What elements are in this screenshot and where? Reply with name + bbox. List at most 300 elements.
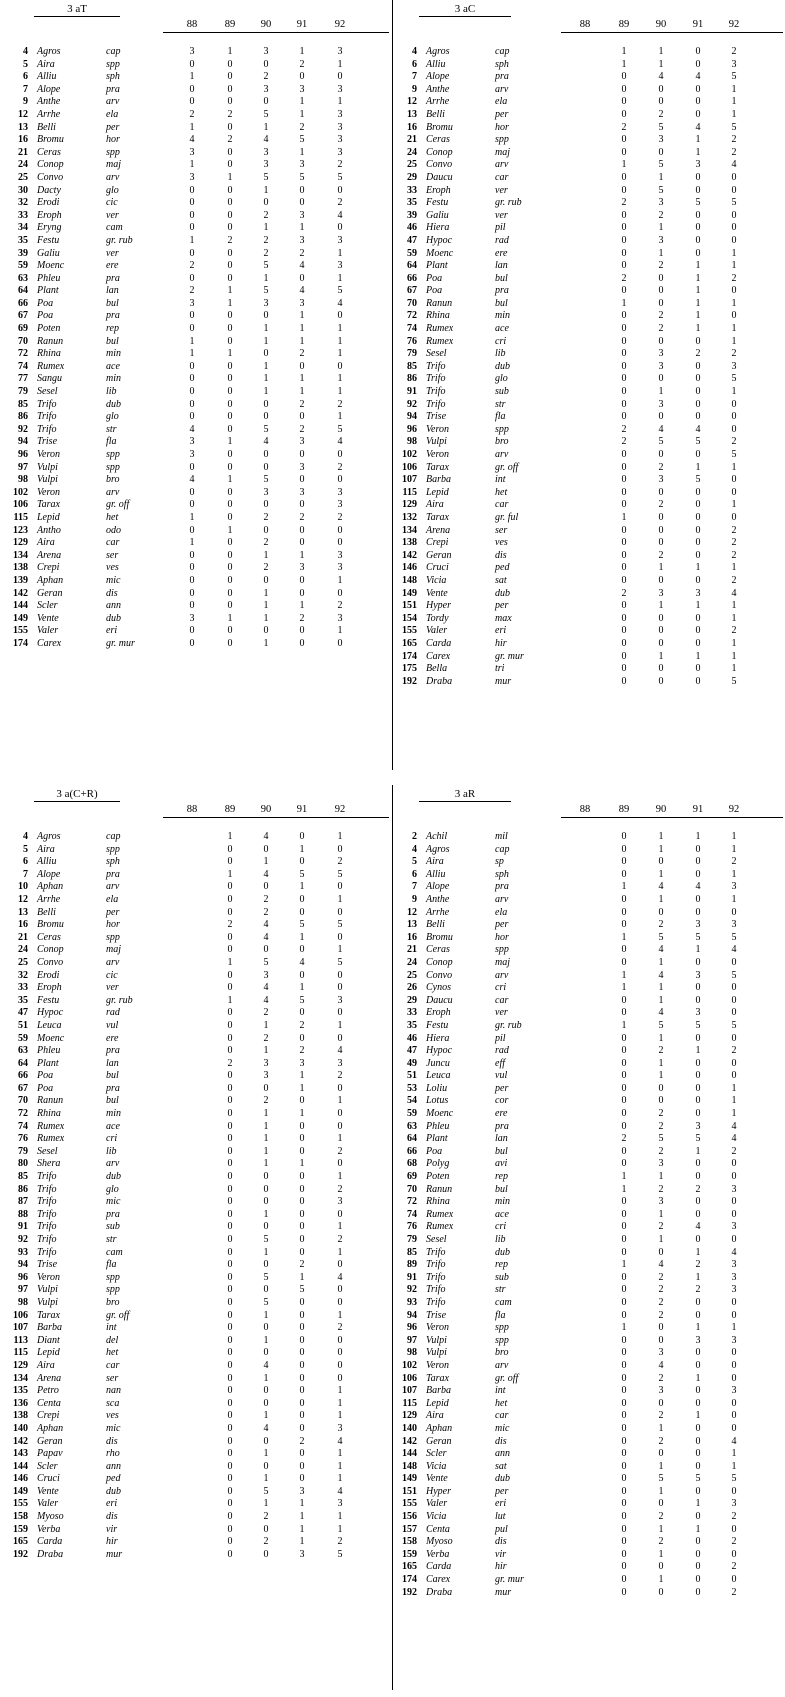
value-cell: 0 — [621, 1032, 627, 1044]
table-row — [0, 869, 392, 882]
genus: Lepid — [37, 1347, 60, 1359]
value-cell: 0 — [731, 1523, 737, 1535]
genus: Poa — [426, 272, 443, 284]
species: sat — [495, 1460, 507, 1472]
value-cell: 3 — [731, 1498, 737, 1510]
value-cell: 1 — [695, 323, 701, 335]
value-cell: 1 — [263, 184, 269, 196]
species: car — [106, 1359, 120, 1371]
table-row — [0, 260, 392, 273]
species-number: 67 — [18, 1082, 28, 1094]
species: sub — [106, 1221, 120, 1233]
species-number: 192 — [402, 675, 417, 687]
species-number: 86 — [18, 411, 28, 423]
value-cell: 0 — [731, 411, 737, 423]
value-cell: 2 — [731, 1586, 737, 1598]
value-cell: 1 — [695, 1322, 701, 1334]
value-cell: 1 — [263, 1120, 269, 1132]
genus: Trifo — [426, 1284, 446, 1296]
value-cell: 0 — [263, 1523, 269, 1535]
value-cell: 1 — [695, 1410, 701, 1422]
species-number: 91 — [407, 1271, 417, 1283]
species: spp — [106, 1284, 120, 1296]
value-cell: 0 — [695, 1460, 701, 1472]
table-row — [0, 856, 392, 869]
genus: Shera — [37, 1158, 61, 1170]
table-row — [0, 285, 392, 298]
value-cell: 1 — [658, 982, 664, 994]
species: ver — [106, 209, 119, 221]
year-header — [561, 18, 783, 33]
value-cell: 0 — [227, 511, 233, 523]
value-cell: 3 — [299, 1548, 305, 1560]
genus: Centa — [37, 1397, 61, 1409]
species-number: 86 — [18, 1183, 28, 1195]
genus: Draba — [426, 1586, 453, 1598]
species-number: 115 — [402, 486, 417, 498]
species-number: 5 — [23, 843, 28, 855]
genus: Agros — [426, 46, 450, 57]
table-row — [393, 1549, 785, 1562]
value-cell: 0 — [263, 1183, 269, 1195]
species-number: 66 — [407, 272, 417, 284]
value-cell: 0 — [299, 1221, 305, 1233]
value-cell: 1 — [695, 297, 701, 309]
species: lib — [495, 1234, 506, 1245]
value-cell: 4 — [263, 1422, 269, 1434]
value-cell: 1 — [731, 335, 737, 347]
species-number: 32 — [18, 197, 28, 209]
species-number: 157 — [402, 1523, 417, 1535]
table-row — [0, 1398, 392, 1411]
year-label: 88 — [579, 804, 591, 815]
value-cell: 0 — [227, 423, 233, 435]
species-number: 94 — [407, 1309, 417, 1321]
value-cell: 1 — [658, 1460, 664, 1472]
genus: Draba — [426, 675, 453, 687]
species: cri — [495, 982, 507, 994]
genus: Geran — [37, 1435, 63, 1447]
value-cell: 4 — [263, 994, 269, 1006]
value-cell: 0 — [337, 1007, 343, 1019]
species-number: 96 — [407, 423, 417, 435]
value-cell: 0 — [621, 323, 627, 335]
table-row — [0, 525, 392, 538]
genus: Vulpi — [426, 1347, 447, 1359]
value-cell: 0 — [731, 1070, 737, 1082]
value-cell: 2 — [658, 108, 664, 120]
species: fla — [495, 411, 506, 423]
value-cell: 0 — [658, 511, 664, 523]
value-cell: 5 — [263, 260, 269, 272]
species-number: 146 — [13, 1473, 28, 1485]
species-number: 102 — [13, 486, 28, 498]
value-cell: 3 — [658, 134, 664, 146]
species: ver — [495, 184, 508, 196]
genus: Trifo — [37, 398, 57, 410]
value-cell: 0 — [621, 1397, 627, 1409]
value-cell: 1 — [731, 1108, 737, 1120]
species: bul — [495, 1183, 508, 1195]
value-cell: 0 — [621, 398, 627, 410]
value-cell: 0 — [299, 537, 305, 549]
genus: Phleu — [37, 1045, 61, 1057]
value-cell: 1 — [337, 1410, 343, 1422]
species-number: 4 — [412, 843, 417, 855]
value-cell: 3 — [337, 499, 343, 511]
species-number: 148 — [402, 1460, 417, 1472]
value-cell: 0 — [658, 297, 664, 309]
species-number: 16 — [18, 134, 28, 146]
table-row — [393, 348, 785, 361]
value-cell: 0 — [621, 562, 627, 574]
value-cell: 2 — [299, 398, 305, 410]
value-cell: 1 — [299, 1523, 305, 1535]
value-cell: 0 — [621, 449, 627, 460]
value-cell: 0 — [227, 537, 233, 549]
value-cell: 4 — [263, 919, 269, 931]
value-cell: 1 — [695, 600, 701, 612]
value-cell: 1 — [189, 234, 195, 246]
genus: Scler — [37, 600, 58, 612]
value-cell: 0 — [621, 171, 627, 183]
table-row — [0, 550, 392, 563]
table-row — [393, 1033, 785, 1046]
species: lib — [106, 1145, 117, 1157]
species-number: 59 — [407, 247, 417, 259]
value-cell: 0 — [299, 71, 305, 83]
genus: Petro — [37, 1385, 59, 1397]
species: bro — [106, 1296, 120, 1308]
value-cell: 0 — [189, 222, 195, 234]
value-cell: 0 — [227, 1145, 233, 1157]
species: ser — [106, 1372, 119, 1384]
table-row — [393, 1385, 785, 1398]
value-cell: 0 — [621, 1284, 627, 1296]
species: min — [106, 373, 121, 385]
species: pra — [106, 1082, 120, 1094]
genus: Veron — [426, 423, 449, 435]
value-cell: 0 — [299, 197, 305, 209]
genus: Hyper — [426, 1485, 451, 1497]
species-number: 64 — [407, 260, 417, 272]
value-cell: 1 — [263, 1133, 269, 1145]
value-cell: 3 — [695, 587, 701, 599]
species-number: 129 — [13, 1359, 28, 1371]
species: pra — [495, 285, 509, 297]
table-row — [393, 844, 785, 857]
genus: Veron — [426, 1359, 449, 1371]
value-cell: 0 — [227, 335, 233, 347]
genus: Plant — [37, 1057, 59, 1069]
genus: Convo — [37, 171, 64, 183]
species: cri — [106, 1133, 118, 1145]
value-cell: 5 — [695, 436, 701, 448]
value-cell: 2 — [263, 1536, 269, 1548]
value-cell: 0 — [263, 1385, 269, 1397]
value-cell: 0 — [263, 310, 269, 322]
table-row — [0, 1284, 392, 1297]
value-cell: 4 — [695, 1221, 701, 1233]
value-cell: 3 — [731, 360, 737, 372]
value-cell: 2 — [337, 1322, 343, 1334]
value-cell: 4 — [695, 881, 701, 893]
value-cell: 1 — [189, 348, 195, 360]
value-cell: 1 — [731, 96, 737, 108]
species: mic — [106, 1422, 121, 1434]
species: gr. mur — [495, 650, 524, 662]
genus: Moenc — [426, 1108, 454, 1120]
value-cell: 2 — [263, 1007, 269, 1019]
value-cell: 1 — [263, 600, 269, 612]
species-number: 158 — [13, 1511, 28, 1523]
value-cell: 0 — [227, 1359, 233, 1371]
value-cell: 1 — [658, 1171, 664, 1183]
table-row — [393, 235, 785, 248]
value-cell: 0 — [189, 373, 195, 385]
value-cell: 0 — [621, 831, 627, 842]
genus: Loliu — [426, 1082, 448, 1094]
species-number: 155 — [402, 1498, 417, 1510]
species-number: 142 — [402, 1435, 417, 1447]
value-cell: 0 — [263, 1196, 269, 1208]
table-row — [0, 844, 392, 857]
value-cell: 0 — [695, 549, 701, 561]
value-cell: 1 — [299, 386, 305, 398]
species-number: 39 — [407, 209, 417, 221]
year-label: 92 — [728, 804, 740, 815]
value-cell: 0 — [299, 449, 305, 460]
value-cell: 1 — [731, 893, 737, 905]
genus: Conop — [37, 159, 64, 171]
table-row — [393, 411, 785, 424]
genus: Sesel — [426, 1234, 447, 1245]
value-cell: 0 — [227, 549, 233, 561]
genus: Aira — [37, 1359, 55, 1371]
value-cell: 2 — [189, 260, 195, 272]
value-cell: 3 — [695, 919, 701, 931]
genus: Poa — [37, 1070, 54, 1082]
value-cell: 0 — [621, 1511, 627, 1523]
value-cell: 0 — [621, 1296, 627, 1308]
value-cell: 0 — [621, 524, 627, 536]
species-number: 156 — [402, 1511, 417, 1523]
value-cell: 0 — [299, 1359, 305, 1371]
value-cell: 4 — [731, 1133, 737, 1145]
value-cell: 3 — [658, 1158, 664, 1170]
species: ela — [106, 893, 119, 905]
species-number: 7 — [23, 868, 28, 880]
genus: Eroph — [37, 982, 62, 994]
species-number: 63 — [407, 1120, 417, 1132]
species-number: 123 — [13, 524, 28, 536]
species: bul — [495, 297, 508, 309]
species: gr. rub — [106, 994, 133, 1006]
species-number: 70 — [407, 1183, 417, 1195]
genus: Moenc — [426, 247, 454, 259]
genus: Myoso — [426, 1536, 453, 1548]
species-number: 143 — [13, 1448, 28, 1460]
table-row — [0, 411, 392, 424]
value-cell: 0 — [189, 461, 195, 473]
species-number: 80 — [18, 1158, 28, 1170]
value-cell: 0 — [227, 637, 233, 649]
value-cell: 1 — [731, 663, 737, 675]
species-number: 96 — [407, 1322, 417, 1334]
value-cell: 0 — [337, 1158, 343, 1170]
species-number: 66 — [407, 1145, 417, 1157]
value-cell: 4 — [299, 285, 305, 297]
value-cell: 0 — [337, 537, 343, 549]
species-number: 85 — [407, 360, 417, 372]
value-cell: 4 — [731, 1120, 737, 1132]
value-cell: 3 — [337, 1196, 343, 1208]
species: arv — [495, 449, 509, 460]
table-row — [393, 1221, 785, 1234]
species: per — [106, 906, 120, 918]
value-cell: 3 — [263, 159, 269, 171]
value-cell: 1 — [695, 831, 701, 842]
genus: Ceras — [426, 134, 450, 146]
value-cell: 1 — [299, 881, 305, 893]
table-row — [393, 1335, 785, 1348]
value-cell: 3 — [263, 969, 269, 981]
species-number: 93 — [407, 1296, 417, 1308]
value-cell: 1 — [658, 222, 664, 234]
species-number: 33 — [18, 982, 28, 994]
value-cell: 0 — [299, 1385, 305, 1397]
table-row — [393, 512, 785, 525]
value-cell: 0 — [337, 184, 343, 196]
species: mur — [495, 675, 512, 687]
table-title: 3 aR — [419, 787, 511, 802]
genus: Leuca — [426, 1070, 451, 1082]
value-cell: 0 — [658, 906, 664, 918]
species: int — [495, 474, 506, 486]
value-cell: 0 — [227, 1007, 233, 1019]
species: ela — [106, 108, 119, 120]
value-cell: 1 — [337, 1221, 343, 1233]
species: hor — [495, 121, 509, 133]
genus: Arrhe — [426, 906, 450, 918]
value-cell: 0 — [621, 247, 627, 259]
value-cell: 0 — [227, 1435, 233, 1447]
value-cell: 0 — [621, 260, 627, 272]
value-cell: 0 — [227, 1171, 233, 1183]
value-cell: 1 — [263, 373, 269, 385]
value-cell: 1 — [263, 1498, 269, 1510]
genus: Trifo — [426, 1271, 446, 1283]
species: fla — [106, 1259, 117, 1271]
genus: Barba — [37, 1322, 62, 1334]
year-label: 91 — [692, 19, 704, 30]
table-row — [0, 1498, 392, 1511]
value-cell: 2 — [658, 1536, 664, 1548]
column-divider-bottom — [392, 785, 393, 1690]
value-cell: 2 — [227, 134, 233, 146]
value-cell: 2 — [337, 1234, 343, 1245]
value-cell: 1 — [299, 600, 305, 612]
value-cell: 2 — [658, 1284, 664, 1296]
value-cell: 0 — [621, 956, 627, 968]
value-cell: 0 — [731, 184, 737, 196]
value-cell: 1 — [337, 247, 343, 259]
value-cell: 0 — [621, 1372, 627, 1384]
genus: Rumex — [37, 1120, 65, 1132]
value-cell: 0 — [621, 83, 627, 95]
table-row — [0, 1410, 392, 1423]
value-cell: 0 — [299, 625, 305, 637]
value-cell: 1 — [337, 831, 343, 842]
genus: Veron — [426, 1322, 449, 1334]
value-cell: 0 — [621, 1221, 627, 1233]
genus: Arrhe — [37, 108, 61, 120]
species: cap — [495, 46, 510, 57]
species-number: 70 — [407, 297, 417, 309]
value-cell: 1 — [263, 272, 269, 284]
species-number: 175 — [402, 663, 417, 675]
species-number: 94 — [407, 411, 417, 423]
value-cell: 3 — [189, 146, 195, 158]
species-number: 129 — [402, 499, 417, 511]
value-cell: 0 — [731, 486, 737, 498]
value-cell: 5 — [731, 121, 737, 133]
value-cell: 0 — [621, 96, 627, 108]
year-label: 89 — [618, 19, 630, 30]
species-number: 68 — [407, 1158, 417, 1170]
genus: Trifo — [426, 360, 446, 372]
table-row — [393, 1045, 785, 1058]
value-cell: 2 — [337, 159, 343, 171]
value-cell: 1 — [731, 868, 737, 880]
value-cell: 2 — [299, 612, 305, 624]
genus: Carex — [426, 1574, 451, 1586]
species-number: 24 — [18, 944, 28, 956]
species-number: 35 — [18, 994, 28, 1006]
value-cell: 1 — [658, 247, 664, 259]
genus: Rhina — [37, 348, 61, 360]
species: hir — [106, 1536, 118, 1548]
value-cell: 1 — [227, 297, 233, 309]
value-cell: 0 — [299, 499, 305, 511]
genus: Alliu — [426, 868, 446, 880]
genus: Verba — [426, 1548, 450, 1560]
species-number: 6 — [412, 868, 417, 880]
species: eri — [495, 625, 507, 637]
value-cell: 0 — [731, 1171, 737, 1183]
value-cell: 0 — [263, 625, 269, 637]
value-cell: 0 — [621, 574, 627, 586]
species-number: 165 — [402, 637, 417, 649]
genus: Ranun — [426, 1183, 453, 1195]
table-row — [0, 1335, 392, 1348]
table-row — [393, 613, 785, 626]
value-cell: 0 — [731, 982, 737, 994]
value-cell: 1 — [299, 335, 305, 347]
species: cam — [495, 1296, 512, 1308]
value-cell: 0 — [621, 1208, 627, 1220]
value-cell: 3 — [337, 612, 343, 624]
value-cell: 1 — [337, 574, 343, 586]
value-cell: 1 — [621, 1259, 627, 1271]
genus: Alliu — [37, 856, 57, 868]
value-cell: 1 — [263, 1410, 269, 1422]
species: gr. mur — [495, 1574, 524, 1586]
species: arv — [495, 159, 509, 171]
value-cell: 2 — [337, 398, 343, 410]
value-cell: 0 — [263, 411, 269, 423]
genus: Carex — [37, 637, 62, 649]
